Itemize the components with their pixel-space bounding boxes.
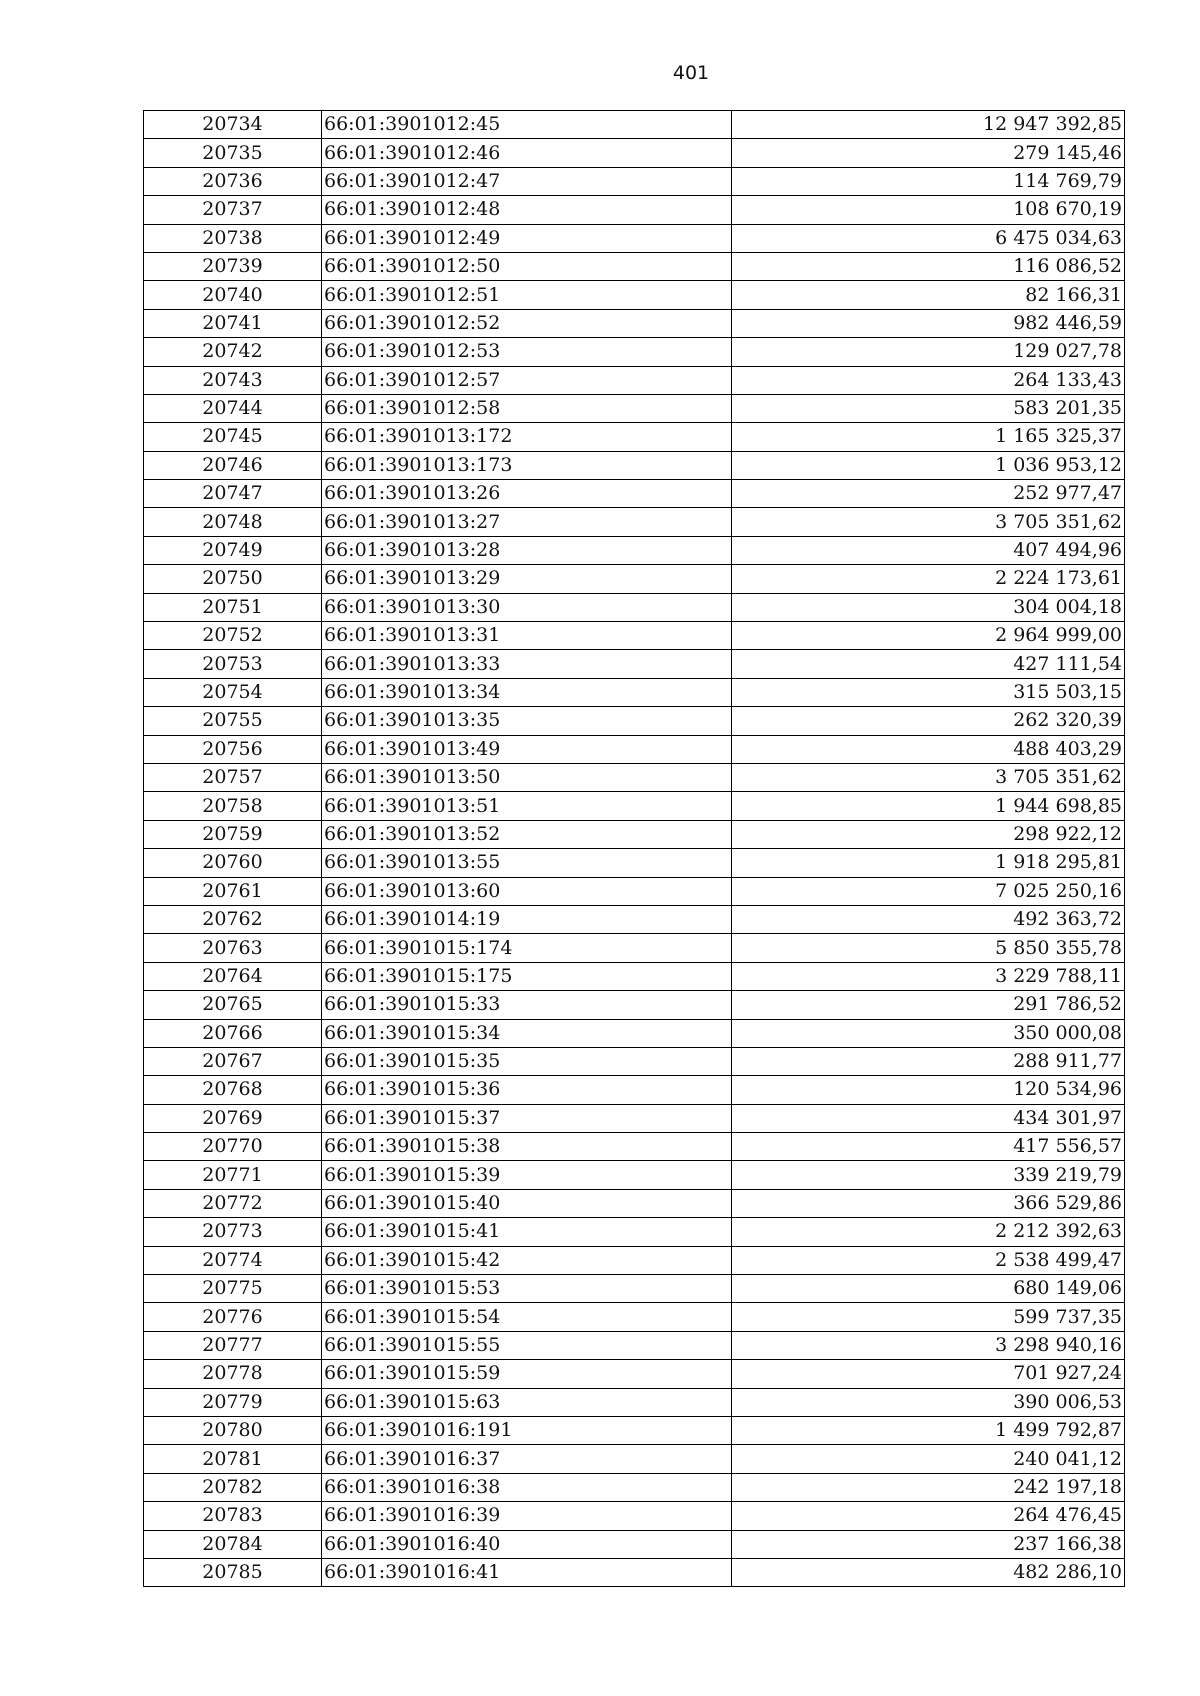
row-number-cell: 20784 bbox=[144, 1530, 322, 1558]
table-row bbox=[144, 423, 1125, 451]
table-row bbox=[144, 707, 1125, 735]
row-number-cell: 20748 bbox=[144, 508, 322, 536]
value-cell: 701 927,24 bbox=[732, 1360, 1125, 1388]
value-cell: 350 000,08 bbox=[732, 1019, 1125, 1047]
cadastral-number-cell: 66:01:3901015:36 bbox=[322, 1076, 732, 1104]
row-number-cell: 20757 bbox=[144, 763, 322, 791]
row-number-cell: 20780 bbox=[144, 1416, 322, 1444]
table-row bbox=[144, 1502, 1125, 1530]
row-number-cell: 20758 bbox=[144, 792, 322, 820]
value-cell: 7 025 250,16 bbox=[732, 877, 1125, 905]
table-row bbox=[144, 1218, 1125, 1246]
row-number-cell: 20761 bbox=[144, 877, 322, 905]
cadastral-number-cell: 66:01:3901013:34 bbox=[322, 678, 732, 706]
row-number-cell: 20742 bbox=[144, 338, 322, 366]
table-row bbox=[144, 763, 1125, 791]
table-row bbox=[144, 508, 1125, 536]
row-number-cell: 20746 bbox=[144, 451, 322, 479]
cadastral-number-cell: 66:01:3901015:42 bbox=[322, 1246, 732, 1274]
value-cell: 680 149,06 bbox=[732, 1275, 1125, 1303]
table-row bbox=[144, 451, 1125, 479]
value-cell: 583 201,35 bbox=[732, 394, 1125, 422]
row-number-cell: 20781 bbox=[144, 1445, 322, 1473]
cadastral-number-cell: 66:01:3901015:54 bbox=[322, 1303, 732, 1331]
value-cell: 2 964 999,00 bbox=[732, 622, 1125, 650]
cadastral-number-cell: 66:01:3901015:35 bbox=[322, 1047, 732, 1075]
value-cell: 1 165 325,37 bbox=[732, 423, 1125, 451]
value-cell: 599 737,35 bbox=[732, 1303, 1125, 1331]
value-cell: 482 286,10 bbox=[732, 1558, 1125, 1586]
table-row bbox=[144, 536, 1125, 564]
cadastral-number-cell: 66:01:3901014:19 bbox=[322, 905, 732, 933]
table-row bbox=[144, 480, 1125, 508]
cadastral-number-cell: 66:01:3901013:30 bbox=[322, 593, 732, 621]
row-number-cell: 20766 bbox=[144, 1019, 322, 1047]
cadastral-number-cell: 66:01:3901012:46 bbox=[322, 139, 732, 167]
table-row bbox=[144, 735, 1125, 763]
cadastral-value-table bbox=[143, 110, 1125, 1587]
row-number-cell: 20778 bbox=[144, 1360, 322, 1388]
row-number-cell: 20740 bbox=[144, 281, 322, 309]
value-cell: 1 918 295,81 bbox=[732, 849, 1125, 877]
row-number-cell: 20763 bbox=[144, 934, 322, 962]
cadastral-number-cell: 66:01:3901015:63 bbox=[322, 1388, 732, 1416]
cadastral-number-cell: 66:01:3901016:37 bbox=[322, 1445, 732, 1473]
row-number-cell: 20738 bbox=[144, 224, 322, 252]
value-cell: 407 494,96 bbox=[732, 536, 1125, 564]
table-row bbox=[144, 1331, 1125, 1359]
cadastral-number-cell: 66:01:3901015:41 bbox=[322, 1218, 732, 1246]
table-row bbox=[144, 1019, 1125, 1047]
row-number-cell: 20779 bbox=[144, 1388, 322, 1416]
value-cell: 242 197,18 bbox=[732, 1473, 1125, 1501]
cadastral-number-cell: 66:01:3901012:57 bbox=[322, 366, 732, 394]
cadastral-number-cell: 66:01:3901015:33 bbox=[322, 991, 732, 1019]
table-row bbox=[144, 167, 1125, 195]
row-number-cell: 20752 bbox=[144, 622, 322, 650]
row-number-cell: 20735 bbox=[144, 139, 322, 167]
table-row bbox=[144, 1047, 1125, 1075]
value-cell: 114 769,79 bbox=[732, 167, 1125, 195]
row-number-cell: 20776 bbox=[144, 1303, 322, 1331]
value-cell: 288 911,77 bbox=[732, 1047, 1125, 1075]
table-row bbox=[144, 877, 1125, 905]
cadastral-number-cell: 66:01:3901013:173 bbox=[322, 451, 732, 479]
value-cell: 116 086,52 bbox=[732, 252, 1125, 280]
table-row bbox=[144, 1133, 1125, 1161]
table-row bbox=[144, 394, 1125, 422]
table-row bbox=[144, 820, 1125, 848]
table-row bbox=[144, 1303, 1125, 1331]
row-number-cell: 20764 bbox=[144, 962, 322, 990]
value-cell: 264 133,43 bbox=[732, 366, 1125, 394]
cadastral-number-cell: 66:01:3901015:38 bbox=[322, 1133, 732, 1161]
cadastral-number-cell: 66:01:3901012:53 bbox=[322, 338, 732, 366]
value-cell: 120 534,96 bbox=[732, 1076, 1125, 1104]
value-cell: 3 229 788,11 bbox=[732, 962, 1125, 990]
cadastral-number-cell: 66:01:3901016:191 bbox=[322, 1416, 732, 1444]
row-number-cell: 20783 bbox=[144, 1502, 322, 1530]
cadastral-number-cell: 66:01:3901012:49 bbox=[322, 224, 732, 252]
value-cell: 339 219,79 bbox=[732, 1161, 1125, 1189]
value-cell: 2 224 173,61 bbox=[732, 565, 1125, 593]
table-row bbox=[144, 1189, 1125, 1217]
table-row bbox=[144, 1360, 1125, 1388]
row-number-cell: 20745 bbox=[144, 423, 322, 451]
table-row bbox=[144, 1161, 1125, 1189]
table-row bbox=[144, 1473, 1125, 1501]
value-cell: 315 503,15 bbox=[732, 678, 1125, 706]
row-number-cell: 20755 bbox=[144, 707, 322, 735]
row-number-cell: 20765 bbox=[144, 991, 322, 1019]
cadastral-number-cell: 66:01:3901016:40 bbox=[322, 1530, 732, 1558]
row-number-cell: 20785 bbox=[144, 1558, 322, 1586]
row-number-cell: 20749 bbox=[144, 536, 322, 564]
table-row bbox=[144, 196, 1125, 224]
table-row bbox=[144, 338, 1125, 366]
row-number-cell: 20760 bbox=[144, 849, 322, 877]
row-number-cell: 20744 bbox=[144, 394, 322, 422]
cadastral-number-cell: 66:01:3901013:52 bbox=[322, 820, 732, 848]
row-number-cell: 20772 bbox=[144, 1189, 322, 1217]
table-row bbox=[144, 309, 1125, 337]
row-number-cell: 20743 bbox=[144, 366, 322, 394]
value-cell: 129 027,78 bbox=[732, 338, 1125, 366]
cadastral-number-cell: 66:01:3901015:53 bbox=[322, 1275, 732, 1303]
row-number-cell: 20736 bbox=[144, 167, 322, 195]
table-row bbox=[144, 849, 1125, 877]
value-cell: 2 212 392,63 bbox=[732, 1218, 1125, 1246]
row-number-cell: 20777 bbox=[144, 1331, 322, 1359]
table-row bbox=[144, 905, 1125, 933]
value-cell: 304 004,18 bbox=[732, 593, 1125, 621]
row-number-cell: 20773 bbox=[144, 1218, 322, 1246]
cadastral-number-cell: 66:01:3901013:28 bbox=[322, 536, 732, 564]
table-row bbox=[144, 1104, 1125, 1132]
row-number-cell: 20767 bbox=[144, 1047, 322, 1075]
cadastral-number-cell: 66:01:3901015:34 bbox=[322, 1019, 732, 1047]
cadastral-number-cell: 66:01:3901013:49 bbox=[322, 735, 732, 763]
value-cell: 434 301,97 bbox=[732, 1104, 1125, 1132]
cadastral-number-cell: 66:01:3901016:41 bbox=[322, 1558, 732, 1586]
value-cell: 82 166,31 bbox=[732, 281, 1125, 309]
value-cell: 1 944 698,85 bbox=[732, 792, 1125, 820]
row-number-cell: 20739 bbox=[144, 252, 322, 280]
value-cell: 492 363,72 bbox=[732, 905, 1125, 933]
value-cell: 417 556,57 bbox=[732, 1133, 1125, 1161]
cadastral-number-cell: 66:01:3901015:39 bbox=[322, 1161, 732, 1189]
cadastral-number-cell: 66:01:3901013:31 bbox=[322, 622, 732, 650]
table-row bbox=[144, 111, 1125, 139]
cadastral-number-cell: 66:01:3901013:27 bbox=[322, 508, 732, 536]
table-row bbox=[144, 565, 1125, 593]
table-row bbox=[144, 1275, 1125, 1303]
table-row bbox=[144, 224, 1125, 252]
table-row bbox=[144, 1416, 1125, 1444]
cadastral-number-cell: 66:01:3901012:52 bbox=[322, 309, 732, 337]
cadastral-number-cell: 66:01:3901013:51 bbox=[322, 792, 732, 820]
value-cell: 3 705 351,62 bbox=[732, 508, 1125, 536]
value-cell: 279 145,46 bbox=[732, 139, 1125, 167]
value-cell: 6 475 034,63 bbox=[732, 224, 1125, 252]
cadastral-number-cell: 66:01:3901013:29 bbox=[322, 565, 732, 593]
value-cell: 488 403,29 bbox=[732, 735, 1125, 763]
value-cell: 5 850 355,78 bbox=[732, 934, 1125, 962]
table-row bbox=[144, 1530, 1125, 1558]
cadastral-number-cell: 66:01:3901012:48 bbox=[322, 196, 732, 224]
row-number-cell: 20770 bbox=[144, 1133, 322, 1161]
cadastral-number-cell: 66:01:3901015:174 bbox=[322, 934, 732, 962]
value-cell: 12 947 392,85 bbox=[732, 111, 1125, 139]
value-cell: 262 320,39 bbox=[732, 707, 1125, 735]
cadastral-number-cell: 66:01:3901013:55 bbox=[322, 849, 732, 877]
row-number-cell: 20751 bbox=[144, 593, 322, 621]
table-row bbox=[144, 1558, 1125, 1586]
cadastral-number-cell: 66:01:3901012:45 bbox=[322, 111, 732, 139]
row-number-cell: 20771 bbox=[144, 1161, 322, 1189]
value-cell: 2 538 499,47 bbox=[732, 1246, 1125, 1274]
cadastral-number-cell: 66:01:3901012:58 bbox=[322, 394, 732, 422]
cadastral-number-cell: 66:01:3901012:51 bbox=[322, 281, 732, 309]
table-row bbox=[144, 252, 1125, 280]
cadastral-number-cell: 66:01:3901013:50 bbox=[322, 763, 732, 791]
row-number-cell: 20737 bbox=[144, 196, 322, 224]
cadastral-number-cell: 66:01:3901016:39 bbox=[322, 1502, 732, 1530]
row-number-cell: 20768 bbox=[144, 1076, 322, 1104]
value-cell: 390 006,53 bbox=[732, 1388, 1125, 1416]
value-cell: 3 298 940,16 bbox=[732, 1331, 1125, 1359]
cadastral-number-cell: 66:01:3901015:40 bbox=[322, 1189, 732, 1217]
table-row bbox=[144, 1388, 1125, 1416]
table-row bbox=[144, 934, 1125, 962]
row-number-cell: 20775 bbox=[144, 1275, 322, 1303]
table-row bbox=[144, 593, 1125, 621]
table-row bbox=[144, 281, 1125, 309]
value-cell: 427 111,54 bbox=[732, 650, 1125, 678]
cadastral-number-cell: 66:01:3901013:33 bbox=[322, 650, 732, 678]
row-number-cell: 20769 bbox=[144, 1104, 322, 1132]
row-number-cell: 20756 bbox=[144, 735, 322, 763]
table-row bbox=[144, 991, 1125, 1019]
cadastral-number-cell: 66:01:3901012:47 bbox=[322, 167, 732, 195]
row-number-cell: 20762 bbox=[144, 905, 322, 933]
row-number-cell: 20734 bbox=[144, 111, 322, 139]
row-number-cell: 20741 bbox=[144, 309, 322, 337]
cadastral-number-cell: 66:01:3901015:59 bbox=[322, 1360, 732, 1388]
cadastral-number-cell: 66:01:3901015:37 bbox=[322, 1104, 732, 1132]
table-row bbox=[144, 622, 1125, 650]
value-cell: 108 670,19 bbox=[732, 196, 1125, 224]
cadastral-number-cell: 66:01:3901013:26 bbox=[322, 480, 732, 508]
cadastral-number-cell: 66:01:3901015:55 bbox=[322, 1331, 732, 1359]
value-cell: 252 977,47 bbox=[732, 480, 1125, 508]
table-row bbox=[144, 366, 1125, 394]
cadastral-number-cell: 66:01:3901013:60 bbox=[322, 877, 732, 905]
table-row bbox=[144, 650, 1125, 678]
value-cell: 298 922,12 bbox=[732, 820, 1125, 848]
row-number-cell: 20774 bbox=[144, 1246, 322, 1274]
value-cell: 982 446,59 bbox=[732, 309, 1125, 337]
table-row bbox=[144, 792, 1125, 820]
value-cell: 264 476,45 bbox=[732, 1502, 1125, 1530]
cadastral-number-cell: 66:01:3901013:35 bbox=[322, 707, 732, 735]
table-body bbox=[144, 111, 1125, 1587]
table-row bbox=[144, 962, 1125, 990]
cadastral-number-cell: 66:01:3901013:172 bbox=[322, 423, 732, 451]
value-cell: 1 499 792,87 bbox=[732, 1416, 1125, 1444]
table-row bbox=[144, 1246, 1125, 1274]
table-row bbox=[144, 1445, 1125, 1473]
row-number-cell: 20750 bbox=[144, 565, 322, 593]
cadastral-number-cell: 66:01:3901012:50 bbox=[322, 252, 732, 280]
table-row bbox=[144, 678, 1125, 706]
table-row bbox=[144, 139, 1125, 167]
row-number-cell: 20782 bbox=[144, 1473, 322, 1501]
table-row bbox=[144, 1076, 1125, 1104]
cadastral-number-cell: 66:01:3901015:175 bbox=[322, 962, 732, 990]
value-cell: 1 036 953,12 bbox=[732, 451, 1125, 479]
row-number-cell: 20747 bbox=[144, 480, 322, 508]
row-number-cell: 20754 bbox=[144, 678, 322, 706]
row-number-cell: 20759 bbox=[144, 820, 322, 848]
page-number: 401 bbox=[672, 62, 710, 84]
row-number-cell: 20753 bbox=[144, 650, 322, 678]
value-cell: 291 786,52 bbox=[732, 991, 1125, 1019]
value-cell: 3 705 351,62 bbox=[732, 763, 1125, 791]
value-cell: 240 041,12 bbox=[732, 1445, 1125, 1473]
value-cell: 366 529,86 bbox=[732, 1189, 1125, 1217]
cadastral-number-cell: 66:01:3901016:38 bbox=[322, 1473, 732, 1501]
value-cell: 237 166,38 bbox=[732, 1530, 1125, 1558]
